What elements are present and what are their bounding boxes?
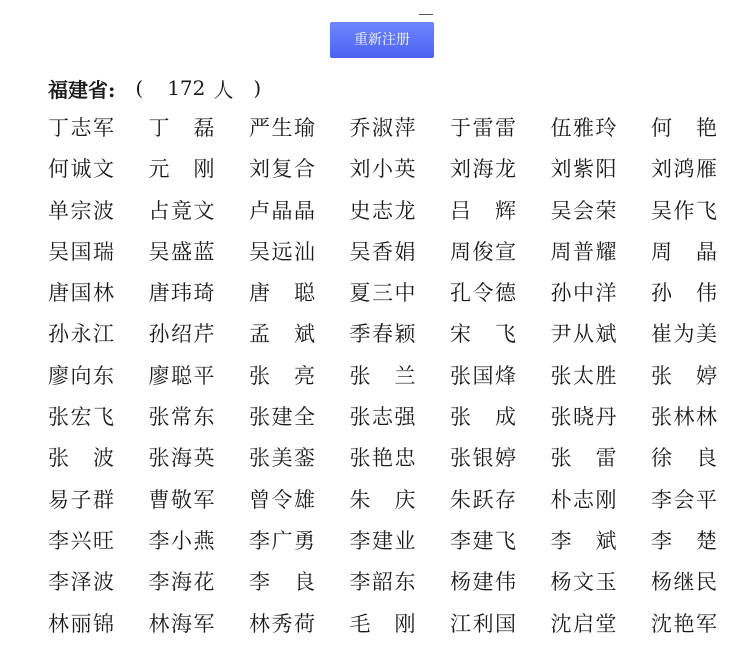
- name-entry: 曹敬军: [148, 487, 215, 512]
- name-entry: 周俊宣: [450, 239, 516, 264]
- name-entry: 刘小英: [349, 157, 416, 182]
- name-entry: 李会平: [651, 487, 717, 512]
- names-grid: [48, 108, 718, 645]
- name-entry: 林秀荷: [249, 611, 315, 636]
- name-entry: 周 晶: [651, 239, 717, 264]
- name-entry: 李建飞: [450, 528, 516, 553]
- name-entry: 孙永江: [48, 322, 114, 347]
- name-entry: 丁 磊: [148, 116, 215, 140]
- name-entry: 孙 伟: [651, 281, 717, 306]
- name-entry: 李建业: [349, 528, 416, 553]
- name-entry: 吴盛蓝: [148, 239, 215, 264]
- name-entry: 吴香娟: [349, 239, 416, 264]
- name-entry: 张 兰: [349, 363, 416, 388]
- name-entry: 史志龙: [349, 198, 416, 223]
- name-entry: 孙中洋: [550, 281, 617, 306]
- name-entry: 杨建伟: [450, 570, 516, 595]
- name-entry: 朱跃存: [450, 487, 516, 512]
- name-entry: 刘复合: [249, 157, 315, 182]
- name-entry: 林丽锦: [48, 611, 114, 636]
- name-entry: 李广勇: [249, 528, 315, 553]
- name-entry: 刘鸿雁: [651, 157, 717, 182]
- name-entry: 张晓丹: [550, 405, 617, 430]
- name-entry: 李 楚: [651, 528, 717, 553]
- name-entry: 吴会荣: [550, 198, 617, 223]
- province-heading: [48, 72, 261, 104]
- name-entry: 丁志军: [48, 116, 114, 140]
- name-entry: 徐 良: [651, 446, 717, 471]
- name-entry: 唐玮琦: [148, 281, 215, 306]
- name-entry: 吴国瑞: [48, 239, 114, 264]
- name-entry: 江利国: [450, 611, 516, 636]
- participant-count: 172: [167, 76, 206, 100]
- name-entry: 夏三中: [349, 281, 416, 306]
- name-entry: 张美銮: [249, 446, 315, 471]
- name-entry: 曾令雄: [249, 487, 315, 512]
- name-entry: 林海军: [148, 611, 215, 636]
- name-entry: 李 斌: [550, 528, 617, 553]
- name-entry: 张艳忠: [349, 446, 416, 471]
- name-entry: 张志强: [349, 405, 416, 430]
- name-entry: 伍雅玲: [550, 116, 617, 140]
- name-entry: 卢晶晶: [249, 198, 315, 223]
- name-entry: 唐国林: [48, 281, 114, 306]
- re-register-button[interactable]: 重新注册: [330, 22, 434, 58]
- top-divider-mark: [419, 14, 433, 15]
- name-entry: 张常东: [148, 405, 215, 430]
- name-entry: 沈艳军: [651, 611, 717, 636]
- name-entry: 张 雷: [550, 446, 617, 471]
- name-entry: 李兴旺: [48, 528, 114, 553]
- name-entry: 沈启堂: [550, 611, 617, 636]
- name-entry: 张 成: [450, 405, 516, 430]
- name-entry: 张林林: [651, 405, 717, 430]
- name-entry: 廖聪平: [148, 363, 215, 388]
- name-entry: 何 艳: [651, 116, 717, 140]
- name-entry: 崔为美: [651, 322, 717, 347]
- name-entry: 李韶东: [349, 570, 416, 595]
- name-entry: 于雷雷: [450, 116, 516, 140]
- name-entry: 李泽波: [48, 570, 114, 595]
- name-entry: 张 亮: [249, 363, 315, 388]
- name-entry: 朴志刚: [550, 487, 617, 512]
- name-entry: 张海英: [148, 446, 215, 471]
- name-entry: 杨继民: [651, 570, 717, 595]
- name-entry: 张国烽: [450, 363, 516, 388]
- name-entry: 周普耀: [550, 239, 617, 264]
- name-entry: 孟 斌: [249, 322, 315, 347]
- name-entry: 易子群: [48, 487, 114, 512]
- name-entry: 毛 刚: [349, 611, 416, 636]
- province-label: 福建省:: [48, 77, 116, 102]
- name-entry: 孙绍芹: [148, 322, 215, 347]
- name-entry: 张银婷: [450, 446, 516, 471]
- name-entry: 严生瑜: [249, 116, 315, 140]
- name-entry: 刘海龙: [450, 157, 516, 182]
- name-entry: 孔令德: [450, 281, 516, 306]
- name-entry: 吴作飞: [651, 198, 717, 223]
- name-entry: 杨文玉: [550, 570, 617, 595]
- count-paren-open: (: [135, 76, 144, 100]
- name-entry: 张宏飞: [48, 405, 114, 430]
- name-entry: 乔淑萍: [349, 116, 416, 140]
- count-unit: 人: [213, 77, 234, 102]
- name-entry: 占竟文: [148, 198, 215, 223]
- name-entry: 吴远汕: [249, 239, 315, 264]
- name-entry: 季春颖: [349, 322, 416, 347]
- name-entry: 何诚文: [48, 157, 114, 182]
- name-entry: 刘紫阳: [550, 157, 617, 182]
- name-entry: 李小燕: [148, 528, 215, 553]
- name-entry: 尹从斌: [550, 322, 617, 347]
- name-entry: 张太胜: [550, 363, 617, 388]
- name-entry: 单宗波: [48, 198, 114, 223]
- count-paren-close: ): [253, 76, 262, 100]
- name-entry: 宋 飞: [450, 322, 516, 347]
- name-entry: 李 良: [249, 570, 315, 595]
- name-entry: 朱 庆: [349, 487, 416, 512]
- name-entry: 张 波: [48, 446, 114, 471]
- name-entry: 唐 聪: [249, 281, 315, 306]
- name-entry: 元 刚: [148, 157, 215, 182]
- name-entry: 张建全: [249, 405, 315, 430]
- name-entry: 吕 辉: [450, 198, 516, 223]
- name-entry: 廖向东: [48, 363, 114, 388]
- name-entry: 李海花: [148, 570, 215, 595]
- name-entry: 张 婷: [651, 363, 717, 388]
